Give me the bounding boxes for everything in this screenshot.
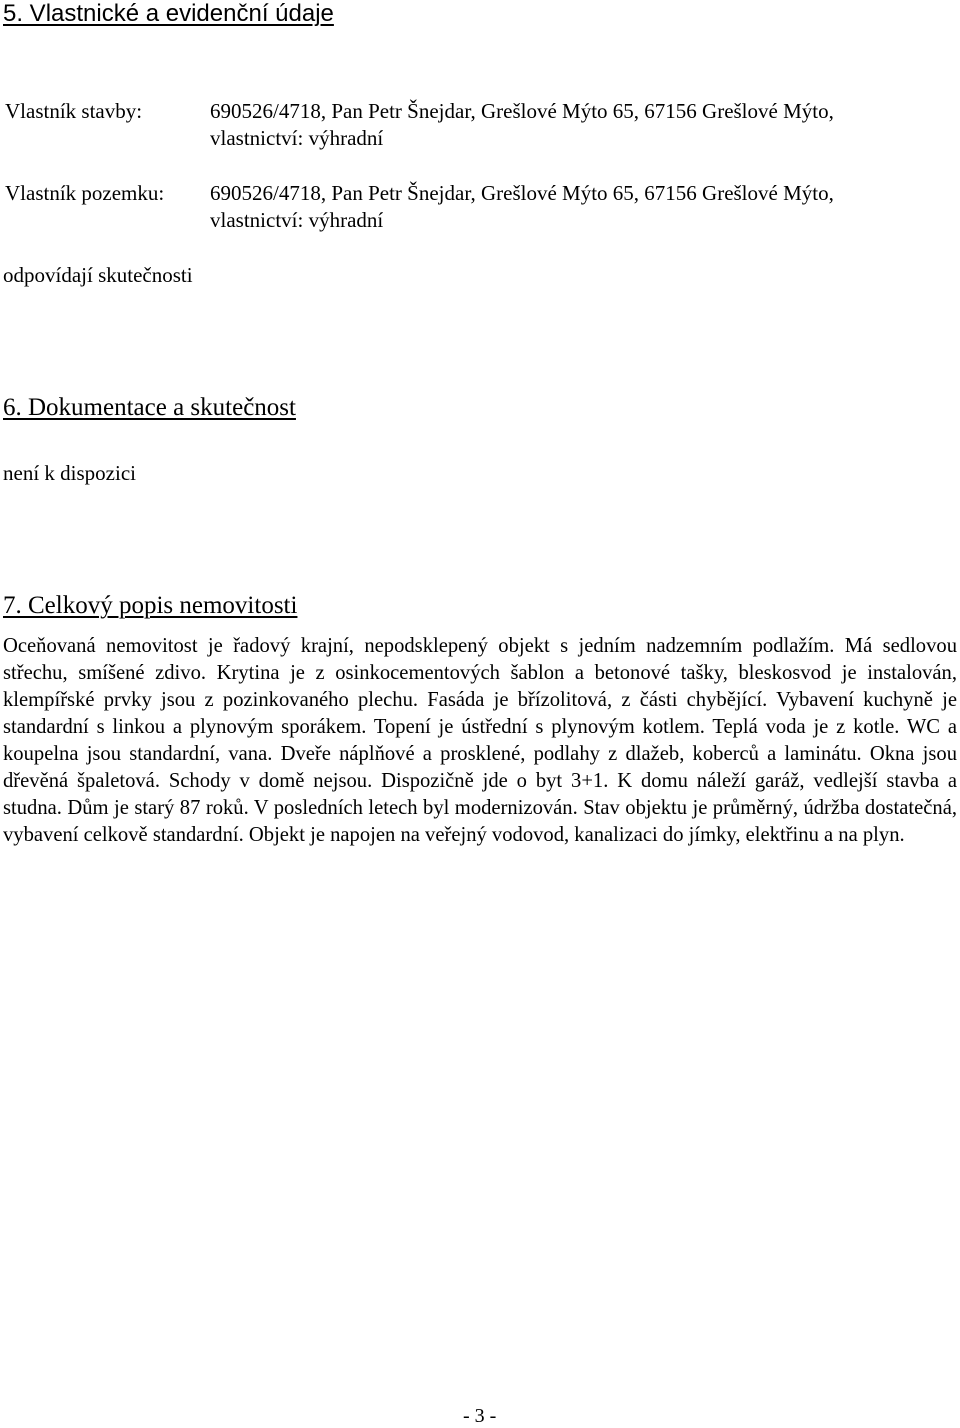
land-owner-value-line2: vlastnictví: výhradní	[210, 208, 384, 232]
ownership-note: odpovídají skutečnosti	[3, 263, 193, 287]
page-number: - 3 -	[463, 1405, 497, 1427]
documentation-status: není k dispozici	[3, 461, 136, 485]
land-owner-label: Vlastník pozemku:	[5, 181, 165, 205]
building-owner-value-line2: vlastnictví: výhradní	[210, 126, 384, 150]
section-7-heading: 7. Celkový popis nemovitosti	[3, 592, 298, 619]
section-6-heading: 6. Dokumentace a skutečnost	[3, 394, 296, 421]
building-owner-value-line1: 690526/4718, Pan Petr Šnejdar, Grešlové Mýto 65, 67156 Grešlové Mýto,	[210, 99, 834, 123]
property-description-paragraph: Oceňovaná nemovitost je řadový krajní, nepodsklepený objekt s jedním nadzemním podlažím. Má sedlovou střechu, smíšené zdivo. Krytina je z osinkocementových šablon a betonové tašky, bleskosvod je instalován, klempířské prvky jsou z pozinkovaného plechu. Fasáda je břízolitová, z části chybějící. Vybavení kuchyně je standardní s linkou a plynovým sporákem. Topení je ústřední s plynovým kotlem. Teplá voda je z kotle. WC a koupelna jsou standardní, vana. Dveře náplňové a prosklené, podlahy z dlažeb, koberců a laminátu. Okna jsou dřevěná špaletová. Schody v domě nejsou. Dispozičně jde o byt 3+1. K domu náleží garáž, vedlejší stavba a studna. Dům je starý 87 roků. V posledních letech byl modernizován. Stav objektu je průměrný, údržba dostatečná, vybavení celkově standardní. Objekt je napojen na veřejný vodovod, kanalizaci do jímky, elektřinu a na plyn.	[3, 635, 957, 846]
building-owner-label: Vlastník stavby:	[5, 99, 143, 123]
land-owner-value-line1: 690526/4718, Pan Petr Šnejdar, Grešlové Mýto 65, 67156 Grešlové Mýto,	[210, 181, 834, 205]
section-5-heading: 5. Vlastnické a evidenční údaje	[3, 0, 334, 27]
